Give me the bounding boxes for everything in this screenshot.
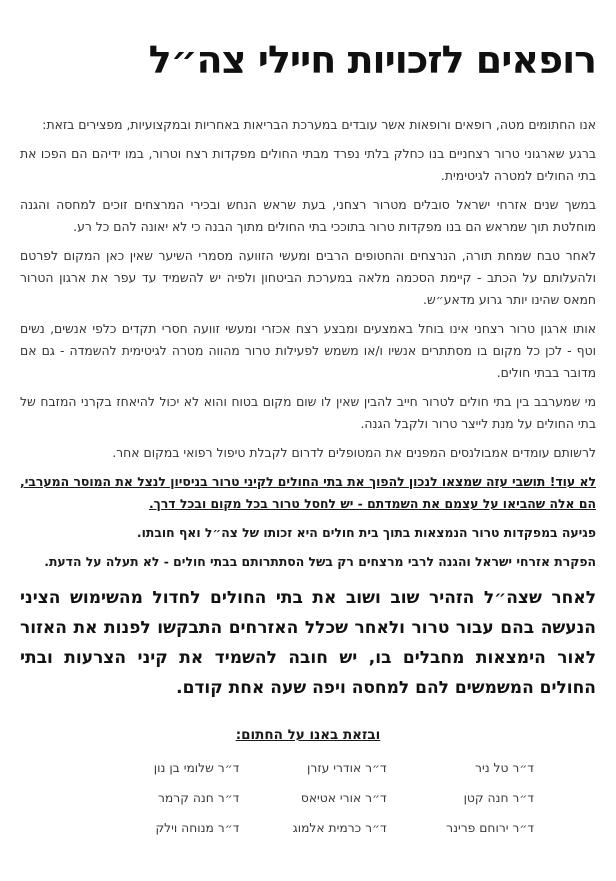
paragraph-emphasis-underlined: לא עוד! תושבי עזה שמצאו לנכון להפוך את בתי החולים לקיני טרור בניסיון לנצל את המוסר המערבי, הם אלה שהביאו על עצמם את השמדתם - יש לחסל טרור בכל מקום ובכל דרך. xyxy=(20,473,596,511)
signature-name: ד״ר טל ניר xyxy=(475,760,534,775)
paragraph: אותו ארגון טרור רצחני אינו בוחל באמצעים ומבצע רצח אכזרי ומעשי זוועה חסרי תקדים כלפי אנשים, נשים וטף - לכן כל מקום בו מסתתרים אנשיו ו/או משמש לפעילות טרור מהווה מטרה לגיטימית להשמדה - גם אם מדובר בבתי חולים. xyxy=(20,320,596,380)
signature-name: ד״ר חנה קרמר xyxy=(157,790,240,805)
paragraph: מי שמערבב בין בתי חולים לטרור חייב להבין שאין לו שום מקום בטוח והוא לא יכול להיאחז בקרני המזבח של בתי החולים על מנת לייצר טרור ולקבל הגנה. xyxy=(20,393,596,431)
signature-name: ד״ר אורי אטיאס xyxy=(300,790,387,805)
signature-name: ד״ר ירוחם פרינר xyxy=(446,820,534,835)
paragraph: במשך שנים אזרחי ישראל סובלים מטרור רצחני, בעת שראש הנחש ובכירי המרצחים זוכים למחסה והגנה מוחלטת תוך שמראש הם בנו מפקדות טרור בתוככי בתי החולים מתוך הבנה כי לא יאונה להם כל רע. xyxy=(20,196,596,234)
signature-table xyxy=(92,757,534,839)
paragraph: לאחר טבח שמחת תורה, הנרצחים והחטופים הרבים ומעשי הזוועה מסמרי השיער שאין כאן המקום לפרטם ולהעלותם על הכתב - קיימת הסכמה מלאה במערכת הביטחון ולפיה יש להשמיד עד עפר את ארגון הטרור חמאס שהינו יותר גרוע מדאע״ש. xyxy=(20,247,596,307)
signoff-heading: ובזאת באנו על החתום: xyxy=(235,726,381,743)
paragraph-emphasis: הפקרת אזרחי ישראל והגנה לרבי מרצחים רק בשל הסתתרותם בבתי חולים - לא תעלה על הדעת. xyxy=(44,553,596,569)
document-body xyxy=(20,114,596,703)
signature-name: ד״ר חנה קטן xyxy=(463,790,534,805)
paragraph-intro: אנו החתומים מטה, רופאים ורופאות אשר עובדים במערכת הבריאות באחריות ובמקצועיות, מפצירים בזאת: xyxy=(42,116,596,132)
paragraph: ברגע שארגוני טרור רצחניים בנו כחלק בלתי נפרד מבתי החולים מפקדות רצח וטרור, במו ידיהם הם הפכו את בתי החולים למטרה לגיטימית. xyxy=(20,145,596,183)
signature-name: ד״ר כרמית אלמוג xyxy=(292,820,387,835)
signature-name: ד״ר אודרי עזרן xyxy=(307,760,387,775)
paragraph-conclusion: לאחר שצה״ל הזהיר שוב ושוב את בתי החולים לחדול מהשימוש הציני הנעשה בהם עבור טרור ולאחר שכלל האזרחים התבקשו לפנות את האזור לאור הימצאות מחבלים בו, יש חובה להשמיד את קיני הצרעות ובתי החולים המשמשים להם למחסה ויפה שעה אחת קודם. xyxy=(20,587,596,698)
document-title: רופאים לזכויות חיילי צה״ל xyxy=(148,38,596,82)
paragraph-emphasis: פגיעה במפקדות טרור הנמצאות בתוך בית חולים היא זכותו של צה״ל ואף חובתו. xyxy=(136,524,596,540)
signature-name: ד״ר מנוחה וילק xyxy=(155,820,240,835)
paragraph: לרשותם עומדים אמבולנסים המפנים את המטופלים לדרום לקבלת טיפול רפואי במקום אחר. xyxy=(112,444,596,460)
signature-name: ד״ר שלומי בן נון xyxy=(153,760,240,775)
